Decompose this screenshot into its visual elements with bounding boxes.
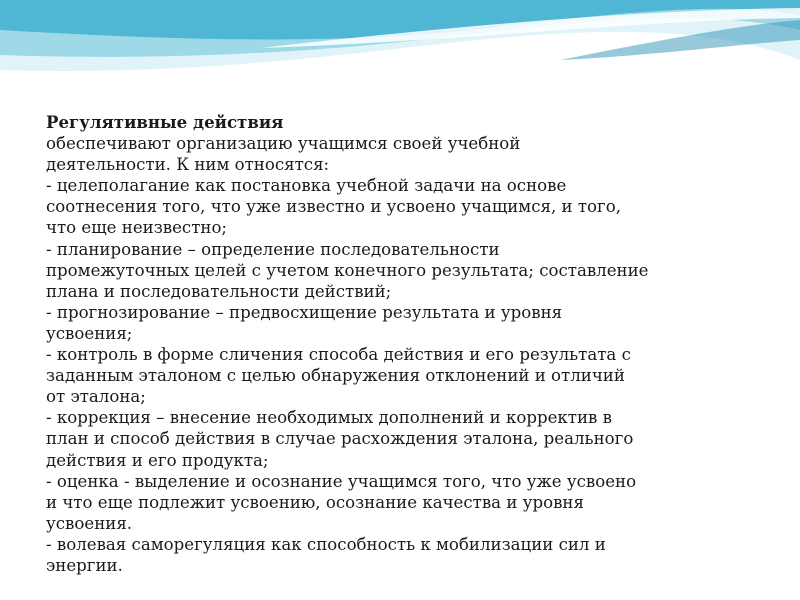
text-line: и что еще подлежит усвоению, осознание качества и уровня xyxy=(46,492,584,512)
text-line: - планирование – определение последовательности xyxy=(46,239,500,259)
text-line: деятельности. К ним относятся: xyxy=(46,155,330,175)
text-line: - контроль в форме сличения способа действия и его результата с xyxy=(46,345,631,365)
text-line: соотнесения того, что уже известно и усвоено учащимся, и того, xyxy=(46,197,621,217)
slide-title: Регулятивные действия xyxy=(46,112,284,132)
text-line: что еще неизвестно; xyxy=(46,218,228,238)
text-line: усвоения. xyxy=(46,513,133,533)
text-line: обеспечивают организацию учащимся своей учебной xyxy=(46,134,521,154)
text-line: плана и последовательности действий; xyxy=(46,281,392,301)
text-line: - коррекция – внесение необходимых дополнений и корректив в xyxy=(46,408,612,428)
slide-text-block xyxy=(46,112,766,576)
text-line: - прогнозирование – предвосхищение результата и уровня xyxy=(46,302,563,322)
text-line: - целеполагание как постановка учебной задачи на основе xyxy=(46,176,567,196)
text-line: промежуточных целей с учетом конечного результата; составление xyxy=(46,260,649,280)
text-line: план и способ действия в случае расхождения эталона, реального xyxy=(46,429,634,449)
text-line: действия и его продукта; xyxy=(46,450,269,470)
wave-header-decoration xyxy=(0,0,800,120)
text-line: от эталона; xyxy=(46,387,146,407)
text-line: усвоения; xyxy=(46,323,133,343)
text-line: - волевая саморегуляция как способность к мобилизации сил и xyxy=(46,534,606,554)
text-line: энергии. xyxy=(46,555,123,575)
text-line: заданным эталоном с целью обнаружения отклонений и отличий xyxy=(46,366,625,386)
text-line: - оценка - выделение и осознание учащимся того, что уже усвоено xyxy=(46,471,637,491)
